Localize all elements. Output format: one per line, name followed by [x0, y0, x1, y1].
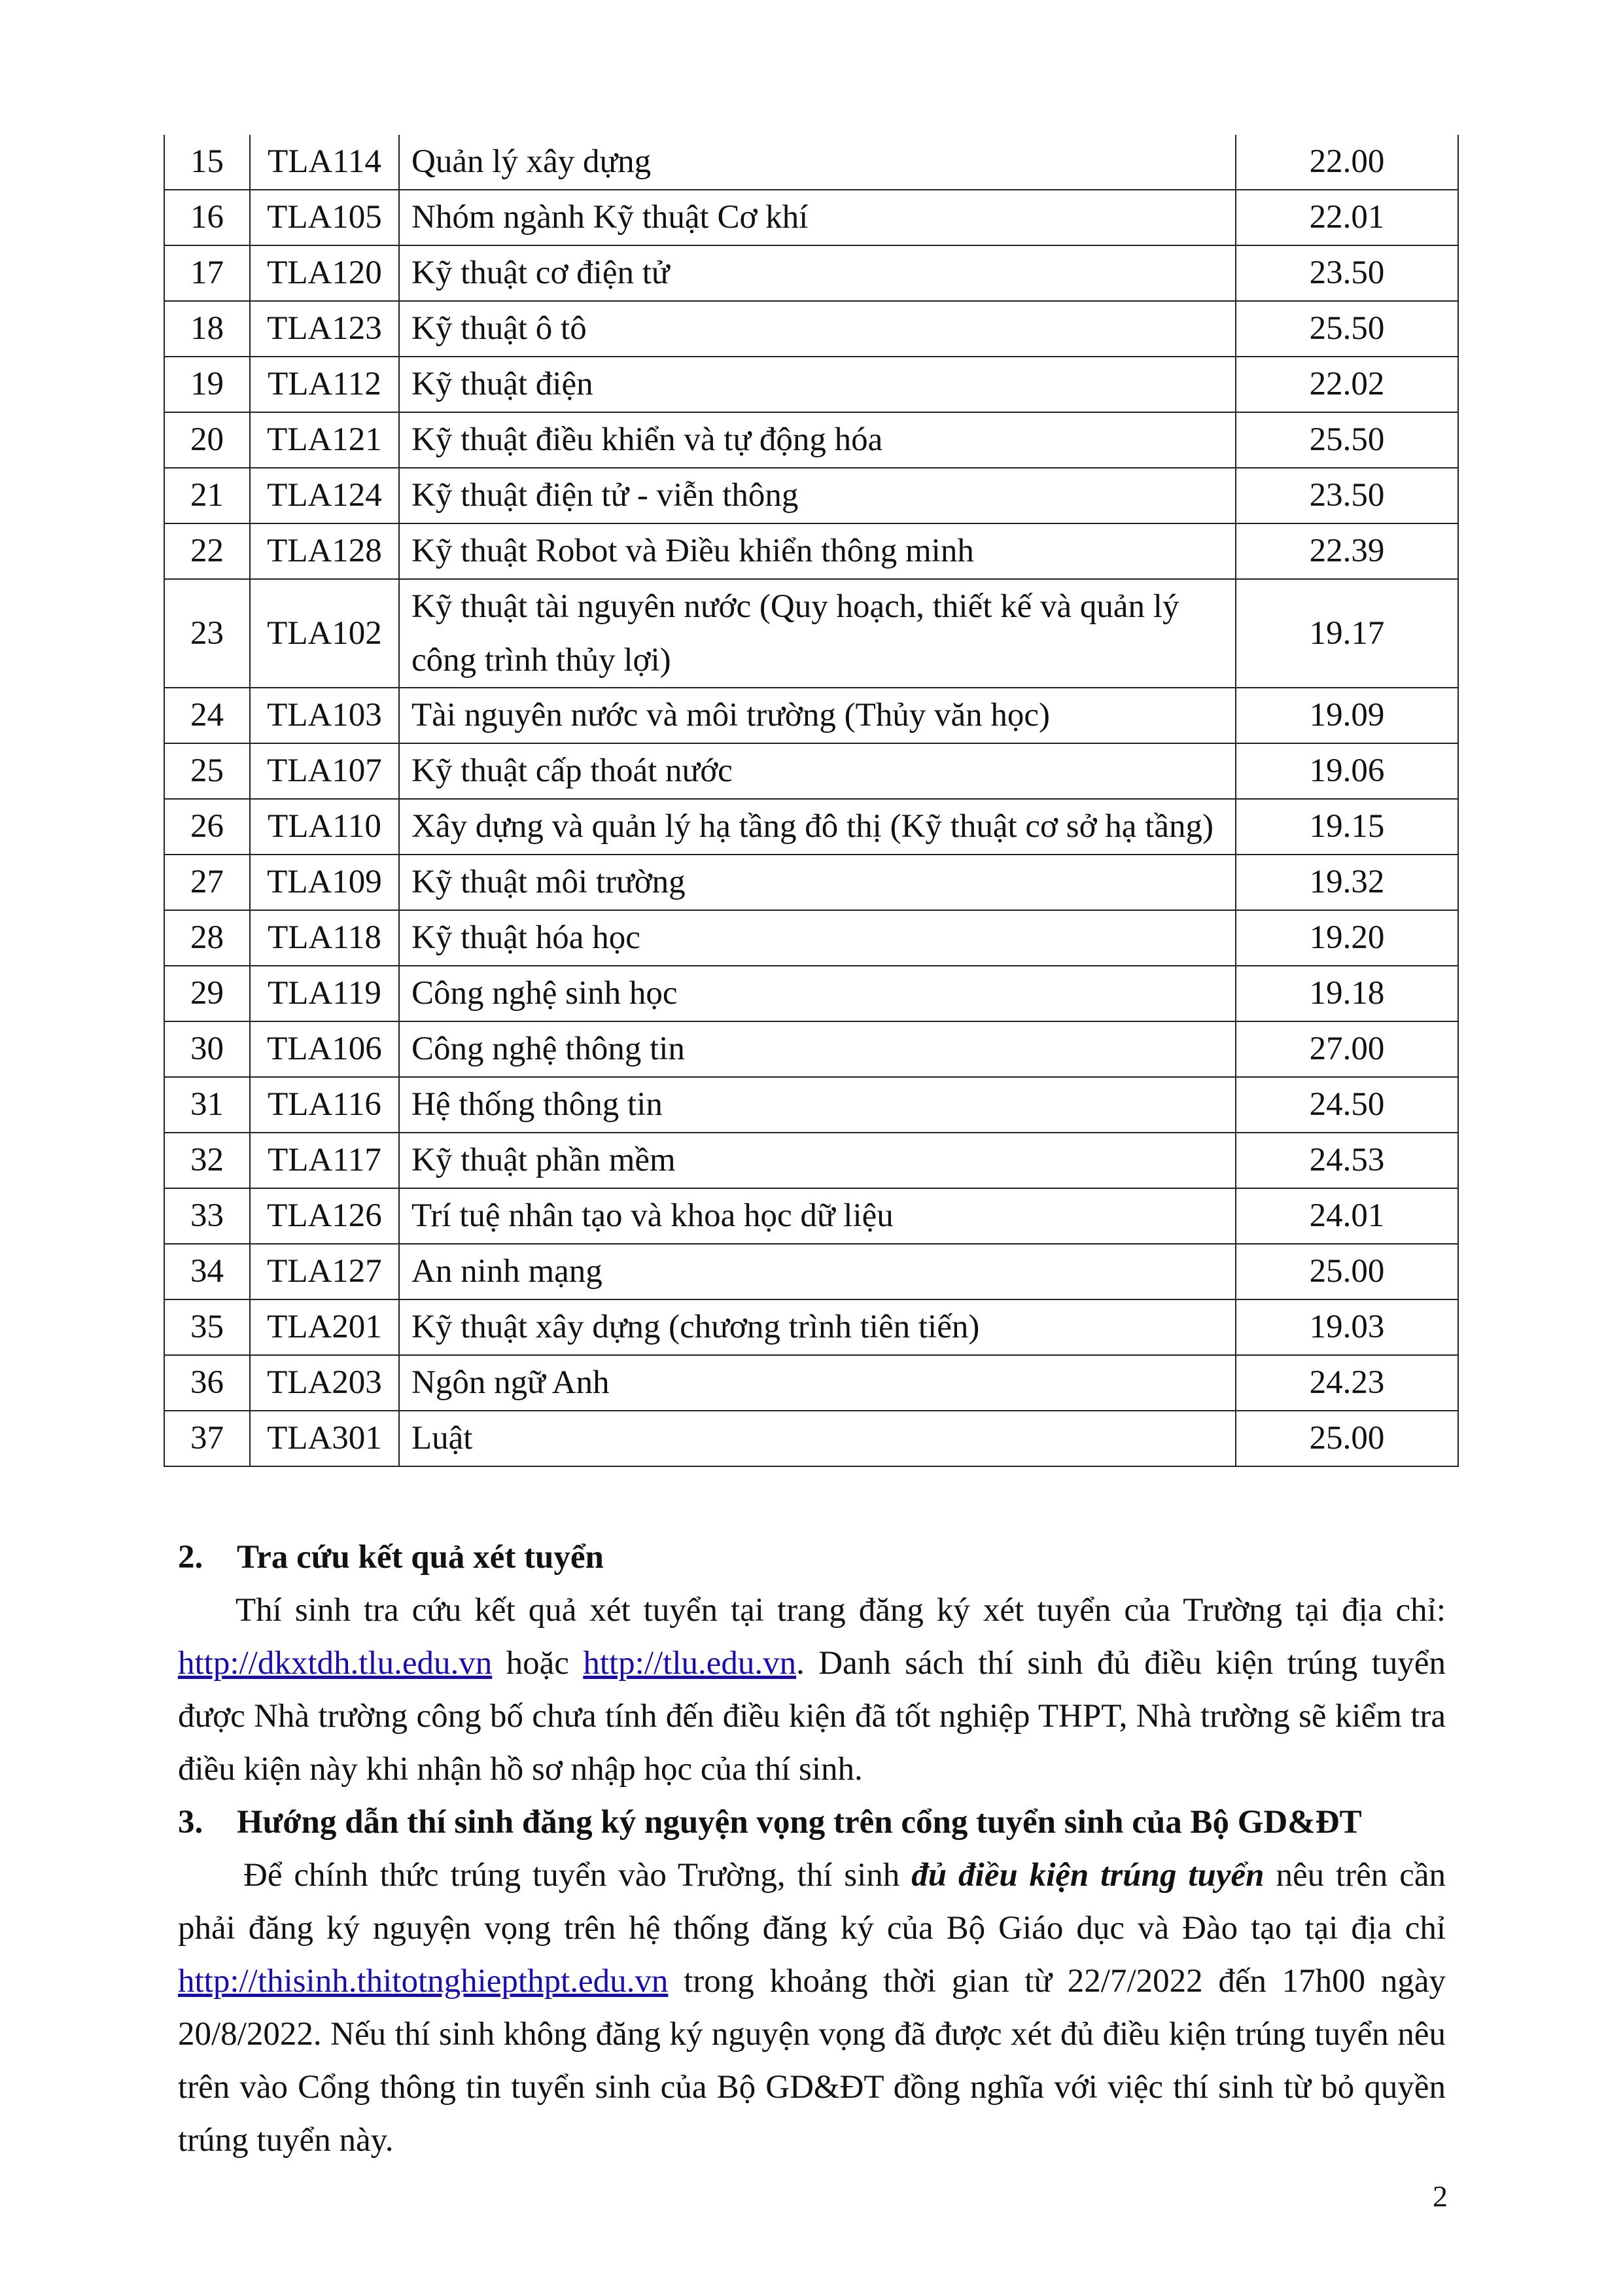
table-body [164, 135, 1458, 1466]
major-name-cell: Công nghệ sinh học [399, 966, 1236, 1021]
cutoff-score-cell: 19.15 [1236, 799, 1458, 855]
table-row [164, 1077, 1458, 1133]
cutoff-score-cell: 25.50 [1236, 301, 1458, 357]
row-number-cell: 16 [164, 190, 250, 245]
major-name-cell: Quản lý xây dựng [399, 135, 1236, 190]
major-code-cell: TLA118 [250, 910, 399, 966]
row-number-cell: 19 [164, 357, 250, 412]
major-code-cell: TLA117 [250, 1133, 399, 1188]
section-3-title: Hướng dẫn thí sinh đăng ký nguyện vọng trên cổng tuyển sinh của Bộ GD&ĐT [237, 1804, 1362, 1841]
major-name-cell: Ngôn ngữ Anh [399, 1355, 1236, 1411]
major-code-cell: TLA123 [250, 301, 399, 357]
major-name-cell: Kỹ thuật điện tử - viễn thông [399, 468, 1236, 523]
major-name-cell: Kỹ thuật phần mềm [399, 1133, 1236, 1188]
major-name-cell: Kỹ thuật điện [399, 357, 1236, 412]
section-2-heading [178, 1531, 1446, 1584]
cutoff-score-cell: 19.09 [1236, 688, 1458, 743]
tlu-link[interactable]: http://tlu.edu.vn [583, 1645, 797, 1682]
section-2-text-3: . Danh sách thí sinh đủ điều kiện trúng tuyển được Nhà trường công bố chưa tính đến điều kiện đã tốt nghiệp THPT, Nhà trường sẽ kiểm tra điều kiện này khi nhận hồ sơ nhập học của thí sinh. [178, 1645, 1446, 1788]
major-name-cell: Kỹ thuật cơ điện tử [399, 245, 1236, 301]
major-code-cell: TLA102 [250, 579, 399, 688]
table-row [164, 855, 1458, 910]
cutoff-score-cell: 23.50 [1236, 468, 1458, 523]
major-name-cell: Kỹ thuật cấp thoát nước [399, 743, 1236, 799]
cutoff-score-cell: 22.00 [1236, 135, 1458, 190]
major-code-cell: TLA119 [250, 966, 399, 1021]
major-code-cell: TLA103 [250, 688, 399, 743]
table-row [164, 1299, 1458, 1355]
section-3-number: 3. [178, 1804, 203, 1841]
cutoff-score-cell: 19.17 [1236, 579, 1458, 688]
row-number-cell: 37 [164, 1411, 250, 1466]
row-number-cell: 15 [164, 135, 250, 190]
major-code-cell: TLA112 [250, 357, 399, 412]
section-2-number: 2. [178, 1539, 203, 1576]
table-row [164, 135, 1458, 190]
cutoff-score-cell: 24.23 [1236, 1355, 1458, 1411]
admission-score-table [164, 135, 1459, 1467]
table-row [164, 523, 1458, 579]
row-number-cell: 21 [164, 468, 250, 523]
major-code-cell: TLA121 [250, 412, 399, 468]
major-code-cell: TLA126 [250, 1188, 399, 1244]
major-name-cell: Kỹ thuật môi trường [399, 855, 1236, 910]
row-number-cell: 29 [164, 966, 250, 1021]
section-3-text-1: Để chính thức trúng tuyển vào Trường, thí sinh [243, 1857, 912, 1894]
cutoff-score-cell: 22.39 [1236, 523, 1458, 579]
row-number-cell: 20 [164, 412, 250, 468]
section-3-paragraph [178, 1849, 1446, 2167]
cutoff-score-cell: 25.50 [1236, 412, 1458, 468]
section-3-text-3: trong khoảng thời gian từ 22/7/2022 đến 17h00 ngày 20/8/2022. Nếu thí sinh không đăng ký nguyện vọng đã được xét đủ điều kiện trúng tuyển nêu trên vào Cổng thông tin tuyển sinh của Bộ GD&ĐT đồng nghĩa với việc thí sinh từ bỏ quyền trúng tuyển này. [178, 1963, 1446, 2159]
cutoff-score-cell: 19.18 [1236, 966, 1458, 1021]
section-2 [178, 1531, 1446, 1796]
major-code-cell: TLA107 [250, 743, 399, 799]
major-name-cell: Kỹ thuật hóa học [399, 910, 1236, 966]
major-name-cell: Kỹ thuật xây dựng (chương trình tiên tiến) [399, 1299, 1236, 1355]
cutoff-score-cell: 19.32 [1236, 855, 1458, 910]
major-name-cell: Kỹ thuật ô tô [399, 301, 1236, 357]
table-row [164, 190, 1458, 245]
section-2-paragraph [178, 1584, 1446, 1796]
row-number-cell: 30 [164, 1021, 250, 1077]
major-code-cell: TLA109 [250, 855, 399, 910]
major-code-cell: TLA106 [250, 1021, 399, 1077]
table-row [164, 1021, 1458, 1077]
major-name-cell: Xây dựng và quản lý hạ tầng đô thị (Kỹ thuật cơ sở hạ tầng) [399, 799, 1236, 855]
table-row [164, 301, 1458, 357]
major-name-cell: Luật [399, 1411, 1236, 1466]
major-name-cell: Kỹ thuật điều khiển và tự động hóa [399, 412, 1236, 468]
section-3 [178, 1796, 1446, 2167]
section-3-text-2: nêu trên cần phải đăng ký nguyện vọng trên hệ thống đăng ký của Bộ Giáo dục và Đào tạo tại địa chỉ [178, 1857, 1446, 1947]
row-number-cell: 33 [164, 1188, 250, 1244]
row-number-cell: 18 [164, 301, 250, 357]
row-number-cell: 35 [164, 1299, 250, 1355]
table-row [164, 910, 1458, 966]
major-code-cell: TLA127 [250, 1244, 399, 1299]
table-row [164, 743, 1458, 799]
major-name-cell: An ninh mạng [399, 1244, 1236, 1299]
table-row [164, 1133, 1458, 1188]
major-name-cell: Trí tuệ nhân tạo và khoa học dữ liệu [399, 1188, 1236, 1244]
cutoff-score-cell: 24.50 [1236, 1077, 1458, 1133]
major-name-cell: Tài nguyên nước và môi trường (Thủy văn học) [399, 688, 1236, 743]
row-number-cell: 36 [164, 1355, 250, 1411]
row-number-cell: 28 [164, 910, 250, 966]
major-name-cell: Nhóm ngành Kỹ thuật Cơ khí [399, 190, 1236, 245]
section-2-text-1: Thí sinh tra cứu kết quả xét tuyển tại trang đăng ký xét tuyển của Trường tại địa chỉ: [236, 1592, 1446, 1629]
row-number-cell: 24 [164, 688, 250, 743]
cutoff-score-cell: 19.20 [1236, 910, 1458, 966]
dkxtdh-link[interactable]: http://dkxtdh.tlu.edu.vn [178, 1645, 493, 1682]
table-row [164, 688, 1458, 743]
cutoff-score-cell: 24.53 [1236, 1133, 1458, 1188]
cutoff-score-cell: 19.06 [1236, 743, 1458, 799]
row-number-cell: 27 [164, 855, 250, 910]
section-3-heading [178, 1796, 1446, 1849]
section-2-text-2: hoặc [492, 1645, 584, 1682]
major-code-cell: TLA201 [250, 1299, 399, 1355]
table-row [164, 1411, 1458, 1466]
table-row [164, 799, 1458, 855]
cutoff-score-cell: 22.02 [1236, 357, 1458, 412]
table-row [164, 412, 1458, 468]
major-code-cell: TLA203 [250, 1355, 399, 1411]
row-number-cell: 31 [164, 1077, 250, 1133]
table-row [164, 1244, 1458, 1299]
major-name-cell: Kỹ thuật tài nguyên nước (Quy hoạch, thiết kế và quản lý công trình thủy lợi) [399, 579, 1236, 688]
cutoff-score-cell: 27.00 [1236, 1021, 1458, 1077]
major-name-cell: Hệ thống thông tin [399, 1077, 1236, 1133]
row-number-cell: 32 [164, 1133, 250, 1188]
table-row [164, 579, 1458, 688]
section-2-title: Tra cứu kết quả xét tuyển [237, 1539, 604, 1576]
cutoff-score-cell: 25.00 [1236, 1244, 1458, 1299]
table-row [164, 245, 1458, 301]
row-number-cell: 23 [164, 579, 250, 688]
major-code-cell: TLA105 [250, 190, 399, 245]
table-row [164, 1188, 1458, 1244]
table-row [164, 357, 1458, 412]
cutoff-score-cell: 23.50 [1236, 245, 1458, 301]
cutoff-score-cell: 22.01 [1236, 190, 1458, 245]
major-code-cell: TLA124 [250, 468, 399, 523]
cutoff-score-cell: 19.03 [1236, 1299, 1458, 1355]
table-row [164, 468, 1458, 523]
row-number-cell: 25 [164, 743, 250, 799]
row-number-cell: 22 [164, 523, 250, 579]
major-code-cell: TLA128 [250, 523, 399, 579]
table-row [164, 966, 1458, 1021]
cutoff-score-cell: 24.01 [1236, 1188, 1458, 1244]
row-number-cell: 34 [164, 1244, 250, 1299]
major-code-cell: TLA114 [250, 135, 399, 190]
major-code-cell: TLA110 [250, 799, 399, 855]
major-name-cell: Kỹ thuật Robot và Điều khiển thông minh [399, 523, 1236, 579]
thisinh-link[interactable]: http://thisinh.thitotnghiepthpt.edu.vn [178, 1963, 669, 2000]
row-number-cell: 26 [164, 799, 250, 855]
major-code-cell: TLA301 [250, 1411, 399, 1466]
major-code-cell: TLA116 [250, 1077, 399, 1133]
cutoff-score-cell: 25.00 [1236, 1411, 1458, 1466]
page-number: 2 [1433, 2180, 1448, 2213]
section-3-emphasis: đủ điều kiện trúng tuyển [911, 1857, 1265, 1894]
row-number-cell: 17 [164, 245, 250, 301]
table-row [164, 1355, 1458, 1411]
major-name-cell: Công nghệ thông tin [399, 1021, 1236, 1077]
major-code-cell: TLA120 [250, 245, 399, 301]
